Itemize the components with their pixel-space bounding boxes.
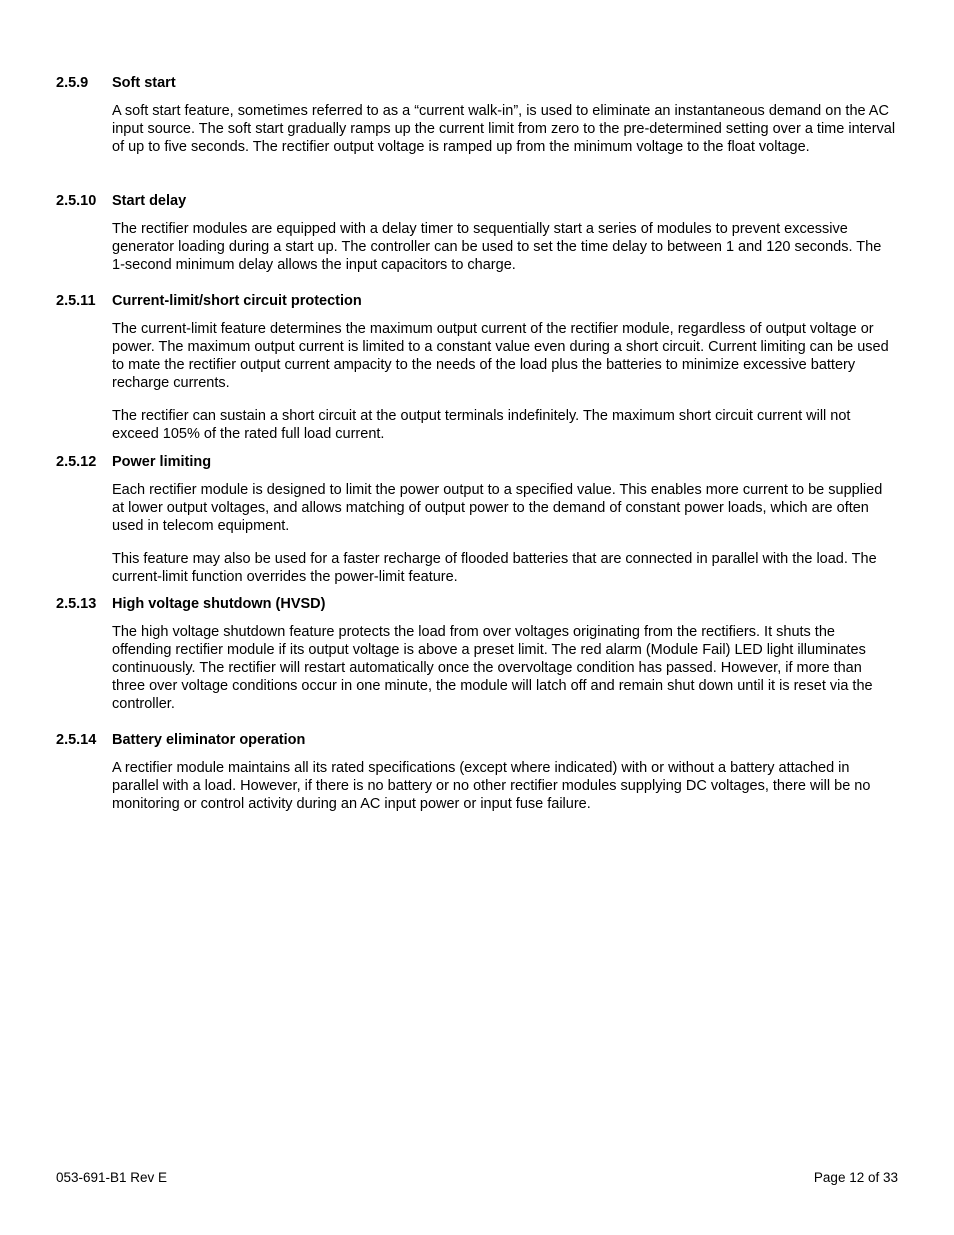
- section-heading: [56, 292, 898, 310]
- paragraph: A soft start feature, sometimes referred to as a “current walk-in”, is used to eliminate an instantaneous demand on the AC input source. The soft start gradually ramps up the current limit from zero to the pre-determined setting over a time interval of up to five seconds. The rectifier output voltage is ramped up from the minimum voltage to the float voltage.: [112, 103, 896, 155]
- paragraph: The rectifier can sustain a short circuit at the output terminals indefinitely. The maximum short circuit current will not exceed 105% of the rated full load current.: [112, 407, 851, 442]
- section-number: 2.5.9: [56, 75, 89, 91]
- footer-doc-id: 053-691-B1 Rev E: [56, 1170, 168, 1185]
- section-title: Current-limit/short circuit protection: [112, 293, 362, 309]
- paragraph: The current-limit feature determines the maximum output current of the rectifier module, regardless of output voltage or power. The maximum output current is limited to a constant value even during a short circuit. Current limiting can be used to mate the rectifier output current ampacity to the needs of the load plus the batteries to minimize excessive battery recharge currents.: [112, 321, 889, 391]
- footer-page-number: Page 12 of 33: [813, 1170, 898, 1185]
- section-title: Battery eliminator operation: [112, 732, 306, 748]
- section-number: 2.5.10: [56, 193, 97, 209]
- section-start-delay: [56, 192, 898, 289]
- section-heading: [56, 192, 898, 210]
- section-title: Soft start: [112, 75, 176, 91]
- section-title: Power limiting: [112, 454, 212, 470]
- paragraph: This feature may also be used for a faster recharge of flooded batteries that are connected in parallel with the load. The current-limit function overrides the power-limit feature.: [112, 550, 877, 585]
- section-number: 2.5.11: [56, 293, 96, 309]
- section-current-limit: [56, 292, 898, 457]
- paragraph: The high voltage shutdown feature protects the load from over voltages originating from the rectifiers. It shuts the offending rectifier module if its output voltage is above a preset limit. The red alarm (Module Fail) LED light illuminates continuously. The rectifier will restart automatically once the overvoltage condition has passed. However, if more than three over voltage conditions occur in one minute, the module will latch off and remain shut down until it is reset via the controller.: [112, 624, 873, 712]
- section-title: Start delay: [112, 193, 187, 209]
- section-soft-start: [56, 74, 898, 171]
- section-heading: [56, 731, 898, 749]
- section-heading: [56, 74, 898, 92]
- section-power-limiting: [56, 453, 898, 600]
- section-number: 2.5.13: [56, 596, 97, 612]
- paragraph: Each rectifier module is designed to limit the power output to a specified value. This enables more current to be supplied at lower output voltages, and allows matching of output power to the demand of constant power loads, which are often used in telecom equipment.: [112, 482, 883, 534]
- section-heading: [56, 453, 898, 471]
- section-number: 2.5.14: [56, 732, 97, 748]
- section-title: High voltage shutdown (HVSD): [112, 596, 326, 612]
- paragraph: The rectifier modules are equipped with a delay timer to sequentially start a series of modules to prevent excessive generator loading during a start up. The controller can be used to set the time delay to between 1 and 120 seconds. The 1-second minimum delay allows the input capacitors to charge.: [112, 221, 882, 273]
- paragraph: A rectifier module maintains all its rated specifications (except where indicated) with or without a battery attached in parallel with a load. However, if there is no battery or no other rectifier modules supplying DC voltages, there will be no monitoring or control activity during an AC input power or input fuse failure.: [112, 760, 871, 812]
- section-heading: [56, 595, 898, 613]
- section-hvsd: [56, 595, 898, 728]
- section-battery-eliminator: [56, 731, 898, 828]
- section-number: 2.5.12: [56, 454, 97, 470]
